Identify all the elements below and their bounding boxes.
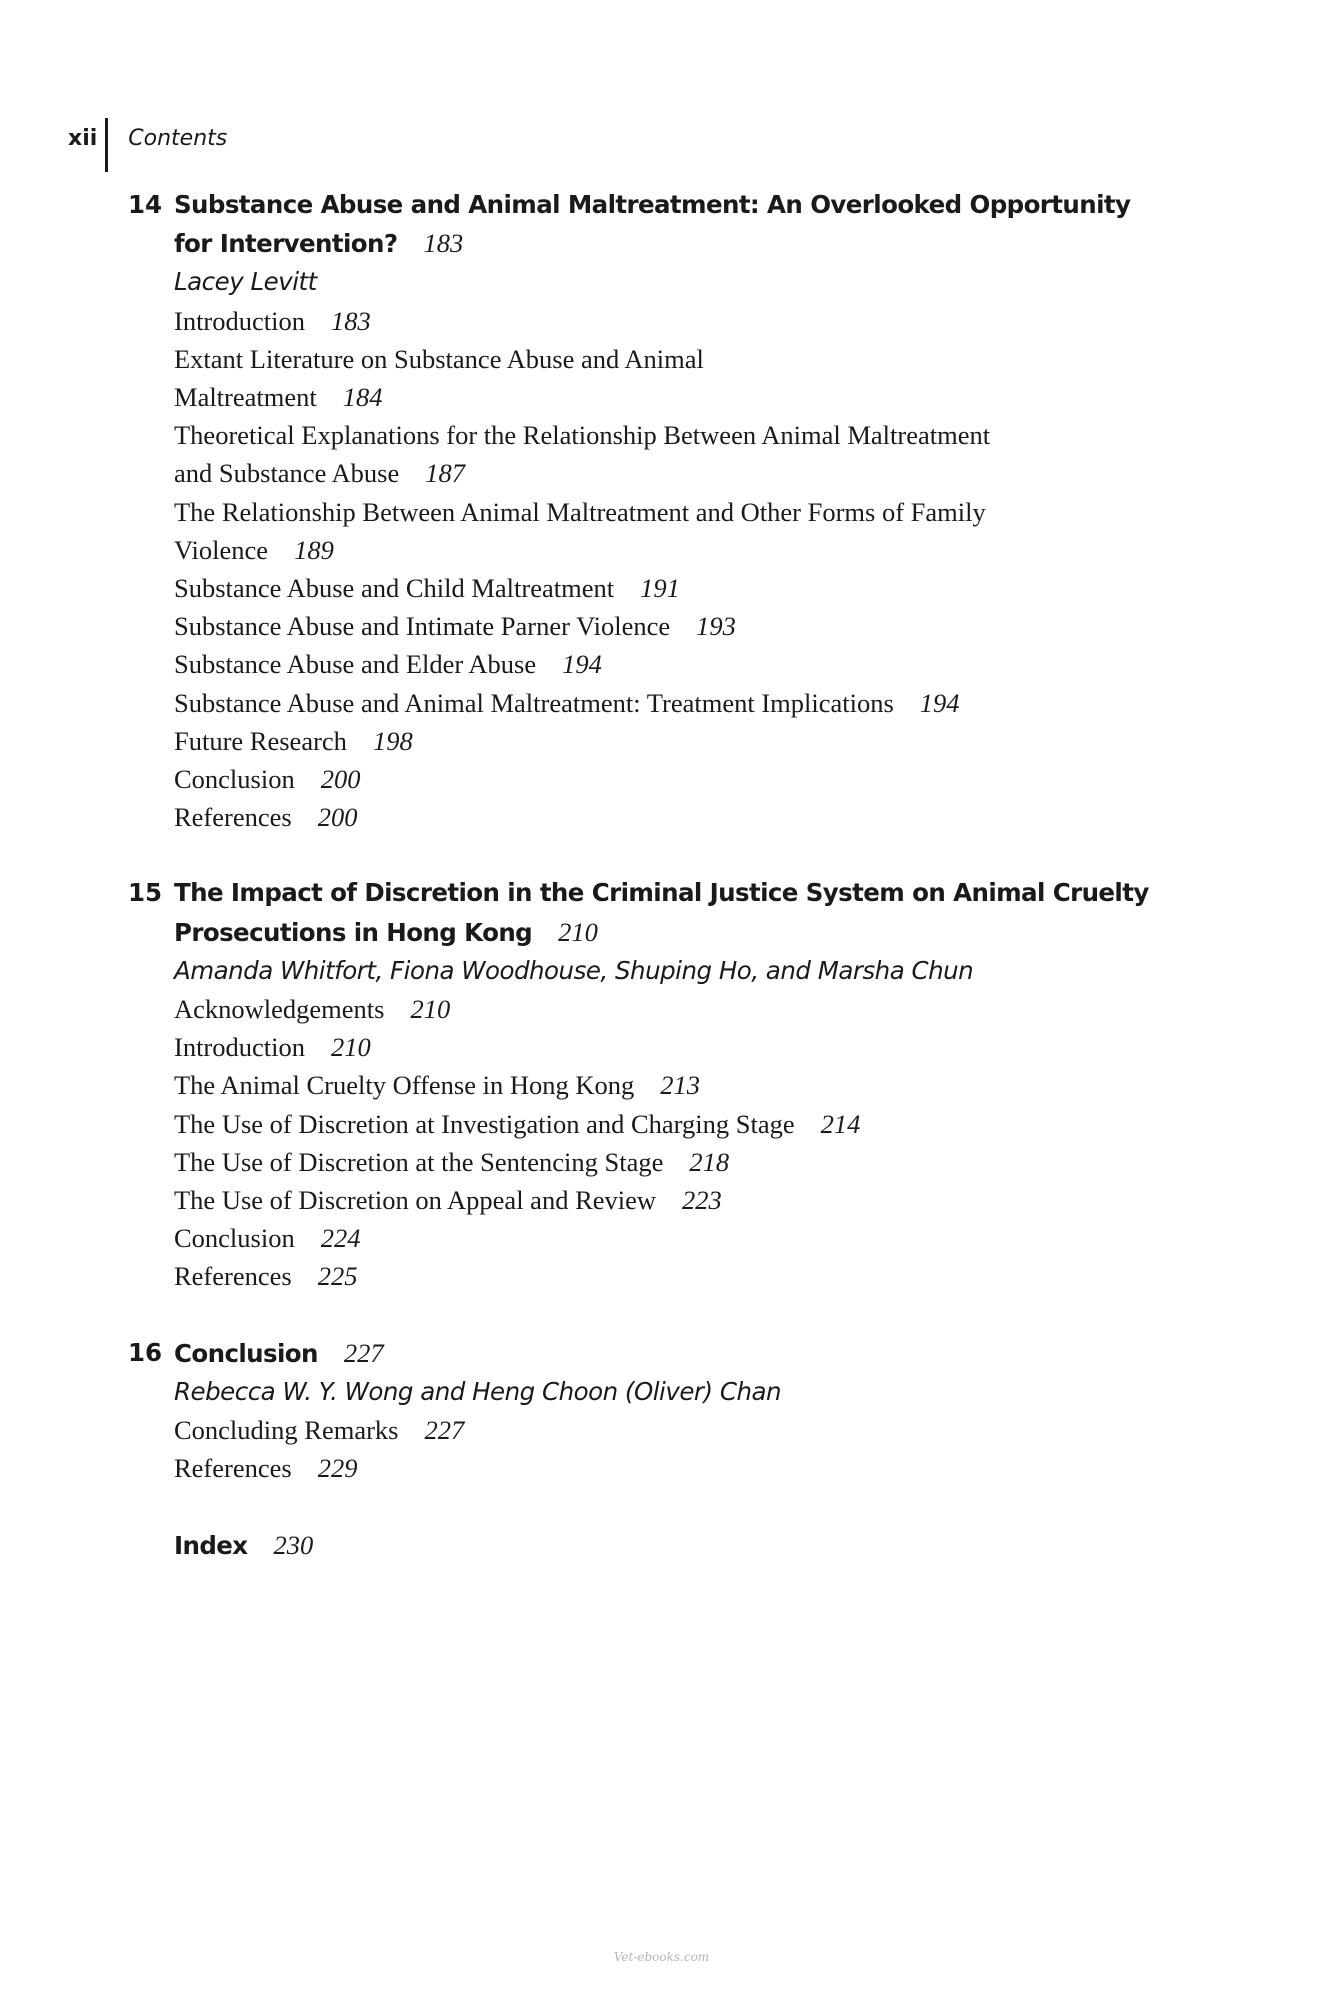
- page-number: 218: [689, 1146, 730, 1177]
- chapter-title-line: [174, 186, 1131, 224]
- toc-entry-text: Substance Abuse and Elder Abuse: [174, 649, 537, 680]
- toc-entry: [174, 1028, 1128, 1066]
- toc-entry: [174, 378, 1128, 416]
- page-number: 210: [331, 1032, 371, 1063]
- toc-entry-text: Introduction: [174, 1032, 305, 1063]
- running-head-label: Contents: [128, 126, 228, 151]
- toc-entry-text: Maltreatment: [174, 382, 317, 413]
- toc-entry-text: Future Research: [174, 725, 347, 756]
- toc-entry: [174, 1219, 1128, 1257]
- toc-entry: [174, 760, 1128, 798]
- toc-entry: [174, 416, 1128, 454]
- page-number: 187: [425, 458, 465, 489]
- chapter-author: Rebecca W. Y. Wong and Heng Choon (Oliver) Chan: [174, 1376, 782, 1406]
- table-of-contents: [128, 186, 1149, 1565]
- toc-entry: [174, 493, 1128, 531]
- page-number: 214: [820, 1108, 861, 1139]
- page-number: 213: [660, 1070, 700, 1101]
- toc-entry: [174, 990, 1128, 1028]
- page-number: 224: [320, 1223, 361, 1254]
- chapter-title-text: Conclusion: [174, 1338, 318, 1368]
- watermark: Vet-ebooks.com: [613, 1950, 710, 1964]
- page-number: 210: [558, 916, 598, 947]
- page-number: 189: [294, 534, 334, 565]
- toc-entry: [174, 1143, 1128, 1181]
- toc-entry: [174, 1181, 1128, 1219]
- toc-entry: [174, 684, 1128, 722]
- chapter-number: 15: [128, 878, 163, 908]
- chapter-title-text: Substance Abuse and Animal Maltreatment: An Overlooked Opportunity: [174, 190, 1131, 219]
- toc-entry-text: Extant Literature on Substance Abuse and Animal: [174, 343, 704, 374]
- toc-entry-text: The Use of Discretion at Investigation and Charging Stage: [174, 1108, 795, 1139]
- toc-entry: [174, 569, 1128, 607]
- page-number: 210: [410, 994, 451, 1025]
- toc-entry: [174, 645, 1128, 683]
- toc-entry-text: Substance Abuse and Animal Maltreatment: Treatment Implications: [174, 687, 894, 718]
- toc-entry: [174, 1066, 1128, 1104]
- page-number: 183: [331, 305, 371, 336]
- toc-entry-text: Conclusion: [174, 764, 295, 795]
- page-folio: xii: [68, 126, 98, 151]
- toc-entry-text: Theoretical Explanations for the Relationship Between Animal Maltreatment: [174, 420, 991, 451]
- toc-entry: [174, 722, 1128, 760]
- toc-entry-text: The Use of Discretion at the Sentencing Stage: [174, 1146, 664, 1177]
- page-number: 198: [372, 725, 413, 756]
- toc-entry-text: and Substance Abuse: [174, 458, 400, 489]
- toc-entry: [174, 340, 1128, 378]
- toc-entry: [174, 1105, 1128, 1143]
- page-number: 229: [317, 1453, 358, 1484]
- chapter-title-text: Prosecutions in Hong Kong: [174, 917, 533, 947]
- toc-entry-text: The Relationship Between Animal Maltreatment and Other Forms of Family: [174, 496, 986, 527]
- toc-chapter: [128, 874, 1149, 1295]
- toc-entry: [174, 302, 1128, 340]
- toc-entry-text: Substance Abuse and Intimate Parner Violence: [174, 611, 671, 642]
- toc-entry-text: Conclusion: [174, 1223, 295, 1254]
- chapter-title-text: Index: [174, 1530, 248, 1560]
- toc-entry-text: Acknowledgements: [174, 994, 385, 1025]
- page-number: 183: [423, 228, 464, 259]
- toc-entry-text: Substance Abuse and Child Maltreatment: [174, 573, 615, 604]
- page-number: 194: [919, 687, 960, 718]
- chapter-title-line: [174, 1526, 1128, 1565]
- toc-entry: [174, 798, 1128, 836]
- toc-entry-text: Concluding Remarks: [174, 1415, 399, 1446]
- page-number: 191: [640, 573, 680, 604]
- chapter-author: Lacey Levitt: [174, 267, 317, 297]
- page-number: 184: [342, 382, 383, 413]
- chapter-title-line: [174, 913, 1128, 952]
- chapter-number: 16: [128, 1337, 163, 1367]
- page-number: 200: [317, 802, 358, 833]
- chapter-author: Amanda Whitfort, Fiona Woodhouse, Shuping Ho, and Marsha Chun: [174, 955, 974, 985]
- page-number: 225: [317, 1261, 358, 1292]
- page-number: 193: [696, 611, 736, 642]
- running-head: [68, 118, 227, 172]
- chapter-title-line: [174, 1334, 1128, 1373]
- toc-entry-text: Violence: [174, 534, 269, 565]
- toc-chapter: [128, 1334, 1128, 1488]
- chapter-title-text: for Intervention?: [174, 229, 398, 259]
- toc-entry: [174, 1411, 1128, 1449]
- toc-entry: [174, 1449, 1128, 1487]
- chapter-number: 14: [128, 190, 163, 219]
- toc-entry-text: References: [174, 1261, 292, 1292]
- toc-entry-text: The Animal Cruelty Offense in Hong Kong: [174, 1070, 635, 1101]
- chapter-title-text: The Impact of Discretion in the Criminal Justice System on Animal Cruelty: [174, 878, 1149, 908]
- page-number: 227: [343, 1337, 384, 1368]
- toc-entry: [174, 454, 1128, 492]
- toc-entry: [174, 531, 1128, 569]
- toc-chapter: [128, 186, 1131, 836]
- toc-entry: [174, 1257, 1128, 1295]
- page-number: 230: [273, 1529, 314, 1560]
- toc-entry-text: References: [174, 1453, 292, 1484]
- chapter-title-line: [174, 874, 1149, 912]
- toc-entry-text: The Use of Discretion on Appeal and Review: [174, 1185, 657, 1216]
- page-number: 223: [682, 1185, 722, 1216]
- page-number: 227: [424, 1415, 465, 1446]
- toc-entry-text: Introduction: [174, 305, 305, 336]
- toc-chapter: [128, 1526, 1128, 1565]
- page-number: 194: [562, 649, 602, 680]
- chapter-title-line: [174, 224, 1128, 263]
- toc-entry-text: References: [174, 802, 292, 833]
- page-number: 200: [320, 764, 361, 795]
- toc-entry: [174, 607, 1128, 645]
